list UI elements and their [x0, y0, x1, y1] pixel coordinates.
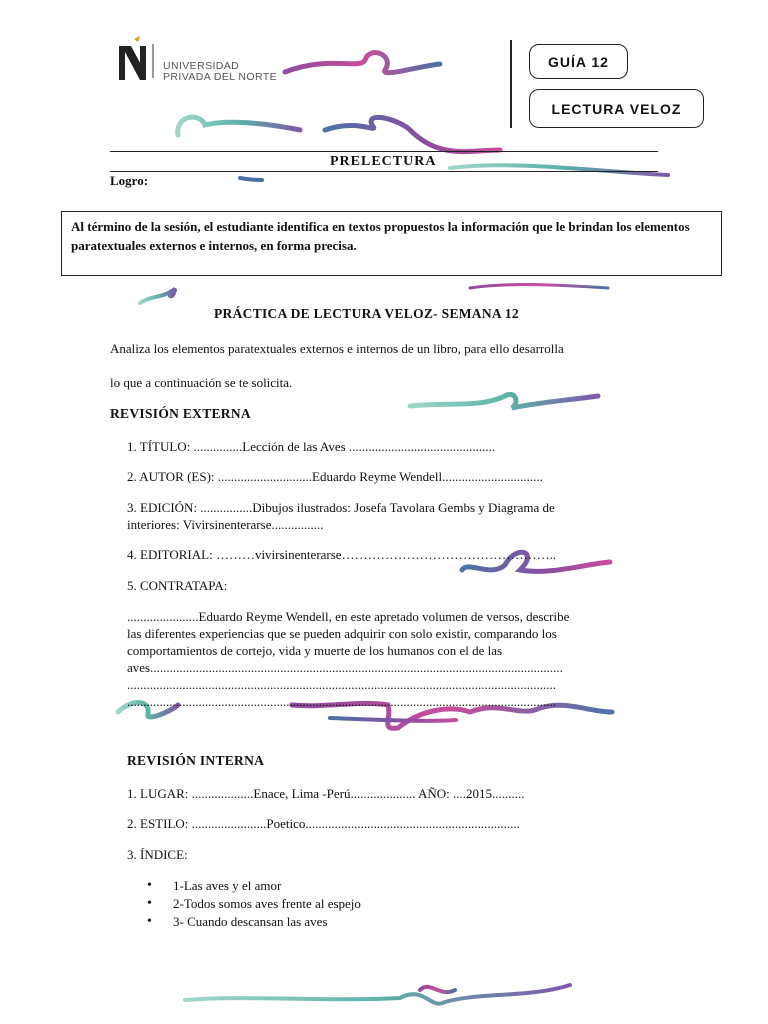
internal-heading: REVISIÓN INTERNA — [127, 753, 265, 768]
external-titulo: 1. TÍTULO: ...............Lección de las Aves ............................................. — [127, 439, 496, 454]
external-contratapa-label: 5. CONTRATAPA: — [127, 578, 228, 593]
list-item: • 3- Cuando descansan las aves — [147, 913, 361, 931]
internal-indice: 3. ÍNDICE: — [127, 847, 188, 862]
external-edicion-line1: 3. EDICIÓN: ................Dibujos ilustrados: Josefa Tavolara Gembs y Diagrama de — [127, 500, 555, 515]
intro-line-2: lo que a continuación se te solicita. — [110, 375, 293, 390]
internal-lugar: 1. LUGAR: ...................Enace, Lima -Perú.................... AÑO: ....2015.......... — [127, 786, 525, 801]
index-list — [147, 877, 361, 931]
section-title: PRELECTURA — [330, 154, 437, 169]
contratapa-line-5: .................................................................................................................................... — [127, 677, 556, 692]
external-heading: REVISIÓN EXTERNA — [110, 406, 251, 421]
contratapa-line-2: las diferentes experiencias que se pueden adquirir con solo existir, comparando los — [127, 626, 557, 641]
external-edicion-line2: interiores: Vivirsinenterarse................ — [127, 517, 324, 532]
list-item: • 2-Todos somos aves frente al espejo — [147, 895, 361, 913]
contratapa-line-4: aves............................................................................................................................... — [127, 660, 563, 675]
contratapa-line-6: .................................................................................................................................... — [127, 694, 556, 709]
section-rule-bottom — [110, 171, 658, 172]
university-logo-icon — [116, 36, 158, 84]
university-name-line2: PRIVADA DEL NORTE — [163, 71, 277, 83]
contratapa-line-3: comportamientos de cortejo, vida y muerte de los humanos con el de las — [127, 643, 503, 658]
list-item: • 1-Las aves y el amor — [147, 877, 361, 895]
intro-line-1: Analiza los elementos paratextuales externos e internos de un libro, para ello desarrolla — [110, 341, 564, 356]
internal-estilo: 2. ESTILO: .......................Poetico.................................................................. — [127, 816, 520, 831]
university-name — [163, 61, 277, 83]
contratapa-line-1: ......................Eduardo Reyme Wendell, en este apretado volumen de versos, describe — [127, 609, 570, 624]
logro-label: Logro: — [110, 173, 149, 188]
external-autor: 2. AUTOR (ES): .............................Eduardo Reyme Wendell............................... — [127, 469, 543, 484]
practice-title: PRÁCTICA DE LECTURA VELOZ- SEMANA 12 — [214, 306, 519, 321]
objective-text: Al término de la sesión, el estudiante identifica en textos propuestos la información que le brindan los elementos paratextuales externos e internos, en forma precisa. — [71, 219, 690, 253]
section-rule-top — [110, 151, 658, 152]
guide-badge: GUÍA 12 — [529, 44, 628, 79]
module-badge: LECTURA VELOZ — [529, 89, 704, 128]
external-editorial: 4. EDITORIAL: ………vivirsinenterarse………………………………………….. — [127, 547, 557, 562]
header-divider — [510, 40, 512, 128]
university-name-line1: UNIVERSIDAD — [163, 60, 240, 72]
objective-box — [61, 211, 722, 276]
